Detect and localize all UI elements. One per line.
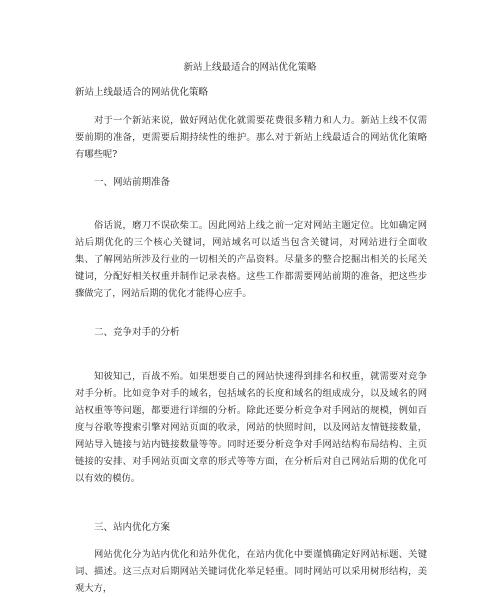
section-heading-preparation: 一、网站前期准备 [94,177,171,188]
document-subtitle: 新站上线最适合的网站优化策略 [75,87,209,98]
section-heading-onsite-optimization: 三、站内优化方案 [94,522,171,533]
section-body-onsite-optimization: 网站优化分为站内优化和站外优化，在站内优化中要谨慎确定好网站标题、关键词、描述。这三点对后期网站关键词优化举足轻重。同时网站可以采用树形结构，美观大方， [75,549,427,594]
section-heading-competitor-analysis: 二、竞争对手的分析 [94,327,180,338]
document-title: 新站上线最适合的网站优化策略 [183,62,317,73]
section-body-competitor-analysis: 知彼知己，百战不殆。如果想要自己的网站快速得到排名和权重，就需要对竞争对手分析。比如竞争对手的域名，包括域名的长度和域名的组成成分，以及域名的网站权重等等问题，都要进行详细的分析。除此还要分析竞争对手网站的规模，例如百度与谷歌等搜索引擎对网站页面的收录，网站的快照时间，以及网站友情链接数量，网站导入链接与站内链接数量等等。同时还要分析竞争对手网站结构布局结构、主页链接的安排、对手网站页面文章的形式等等方面，在分析后对自己网站后期的优化可以有效的模仿。 [75,371,427,484]
intro-paragraph: 对于一个新站来说，做好网站优化就需要花费很多精力和人力。新站上线不仅需要前期的准备，更需要后期持续性的维护。那么对于新站上线最适合的网站优化策略有哪些呢? [75,115,427,160]
section-body-preparation: 俗话说，磨刀不误砍柴工。因此网站上线之前一定对网站主题定位。比如确定网站后期优化的三个核心关键词，网站域名可以适当包含关键词，对网站进行全面收集、了解网站所涉及行业的一切相关的产品资料。尽量多的整合挖掘出相关的长尾关键词，分配好相关权重并制作记录表格。这些工作都需要网站前期的准备，把这些步骤做完了，网站后期的优化才能得心应手。 [75,220,427,299]
